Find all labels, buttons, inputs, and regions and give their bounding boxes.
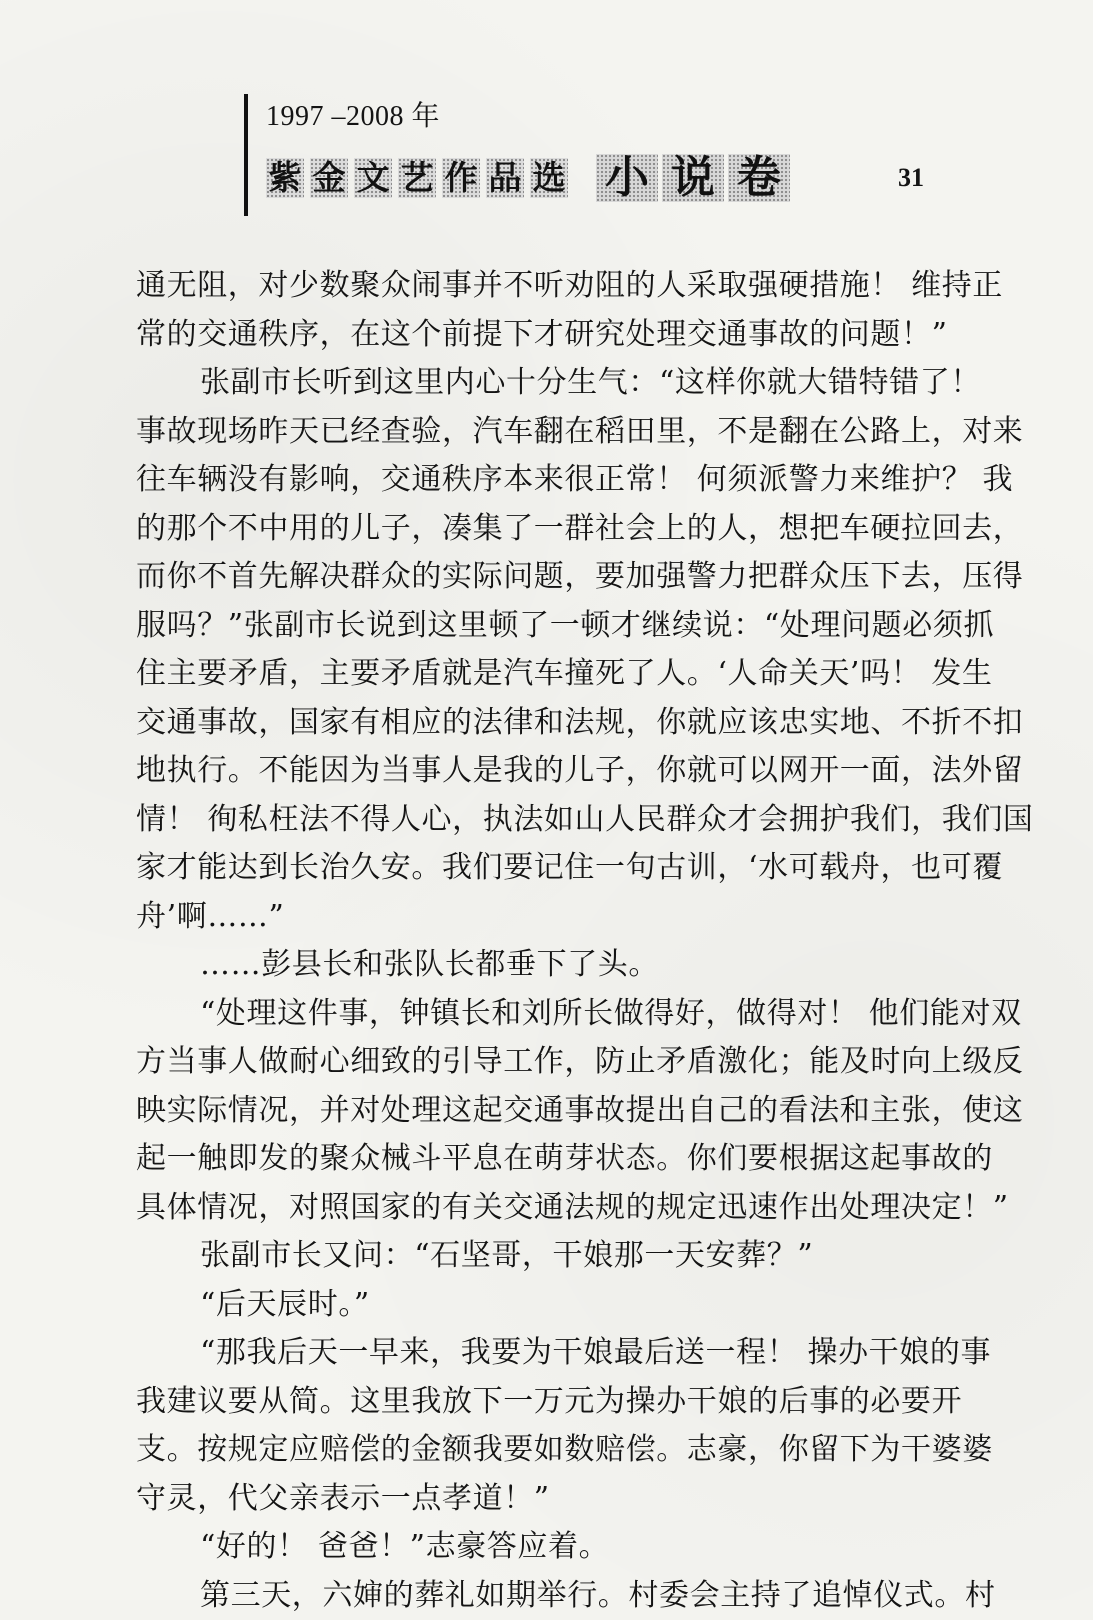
text-line: 我建议要从简。这里我放下一万元为操办干娘的后事的必要开: [136, 1378, 956, 1427]
text-line: 往车辆没有影响，交通秩序本来很正常！ 何须派警力来维护？ 我: [136, 456, 956, 505]
text-line: “处理这件事，钟镇长和刘所长做得好，做得对！ 他们能对双: [136, 990, 956, 1039]
volume-title-char: 小: [596, 154, 658, 202]
text-line: 的那个不中用的儿子，凑集了一群社会上的人，想把车硬拉回去，: [136, 505, 956, 554]
text-line: 支。按规定应赔偿的金额我要如数赔偿。志豪，你留下为干婆婆: [136, 1426, 956, 1475]
text-line: 交通事故，国家有相应的法律和法规，你就应该忠实地、不折不扣: [136, 699, 956, 748]
text-line: 而你不首先解决群众的实际问题，要加强警力把群众压下去，压得: [136, 553, 956, 602]
text-line: 具体情况，对照国家的有关交通法规的规定迅速作出处理决定！”: [136, 1184, 956, 1233]
text-line: ……彭县长和张队长都垂下了头。: [136, 941, 956, 990]
text-line: 住主要矛盾，主要矛盾就是汽车撞死了人。‘人命关天’吗！ 发生: [136, 650, 956, 699]
text-line: 通无阻，对少数聚众闹事并不听劝阻的人采取强硬措施！ 维持正: [136, 262, 956, 311]
text-line: 情！ 徇私枉法不得人心，执法如山人民群众才会拥护我们，我们国: [136, 796, 956, 845]
series-title-char: 作: [442, 158, 480, 198]
running-header: [244, 94, 964, 218]
series-title-char: 选: [530, 158, 568, 198]
series-title-char: 紫: [266, 158, 304, 198]
text-line: 舟’啊……”: [136, 893, 956, 942]
text-line: 第三天，六婶的葬礼如期举行。村委会主持了追悼仪式。村: [136, 1572, 956, 1620]
series-title-char: 金: [310, 158, 348, 198]
text-line: “好的！ 爸爸！”志豪答应着。: [136, 1523, 956, 1572]
text-line: 映实际情况，并对处理这起交通事故提出自己的看法和主张，使这: [136, 1087, 956, 1136]
header-series-title: [266, 154, 790, 202]
text-line: 张副市长又问：“石坚哥，干娘那一天安葬？”: [136, 1232, 956, 1281]
series-title-char: 文: [354, 158, 392, 198]
text-line: 家才能达到长治久安。我们要记住一句古训，‘水可载舟，也可覆: [136, 844, 956, 893]
text-line: 守灵，代父亲表示一点孝道！”: [136, 1475, 956, 1524]
text-line: 地执行。不能因为当事人是我的儿子，你就可以网开一面，法外留: [136, 747, 956, 796]
text-line: “那我后天一早来，我要为干娘最后送一程！ 操办干娘的事: [136, 1329, 956, 1378]
text-line: 起一触即发的聚众械斗平息在萌芽状态。你们要根据这起事故的: [136, 1135, 956, 1184]
novel-body-text: [136, 262, 956, 1620]
series-title-char: 艺: [398, 158, 436, 198]
volume-title-char: 说: [662, 154, 724, 202]
page-number: 31: [898, 163, 924, 193]
text-line: “后天辰时。”: [136, 1281, 956, 1330]
text-line: 服吗？”张副市长说到这里顿了一顿才继续说：“处理问题必须抓: [136, 602, 956, 651]
text-line: 张副市长听到这里内心十分生气：“这样你就大错特错了！: [136, 359, 956, 408]
series-title-char: 品: [486, 158, 524, 198]
volume-title-char: 卷: [728, 154, 790, 202]
text-line: 常的交通秩序，在这个前提下才研究处理交通事故的问题！”: [136, 311, 956, 360]
header-vertical-rule: [244, 94, 248, 216]
text-line: 方当事人做耐心细致的引导工作，防止矛盾激化；能及时向上级反: [136, 1038, 956, 1087]
header-years: 1997 –2008 年: [266, 94, 440, 134]
text-line: 事故现场昨天已经查验，汽车翻在稻田里，不是翻在公路上，对来: [136, 408, 956, 457]
